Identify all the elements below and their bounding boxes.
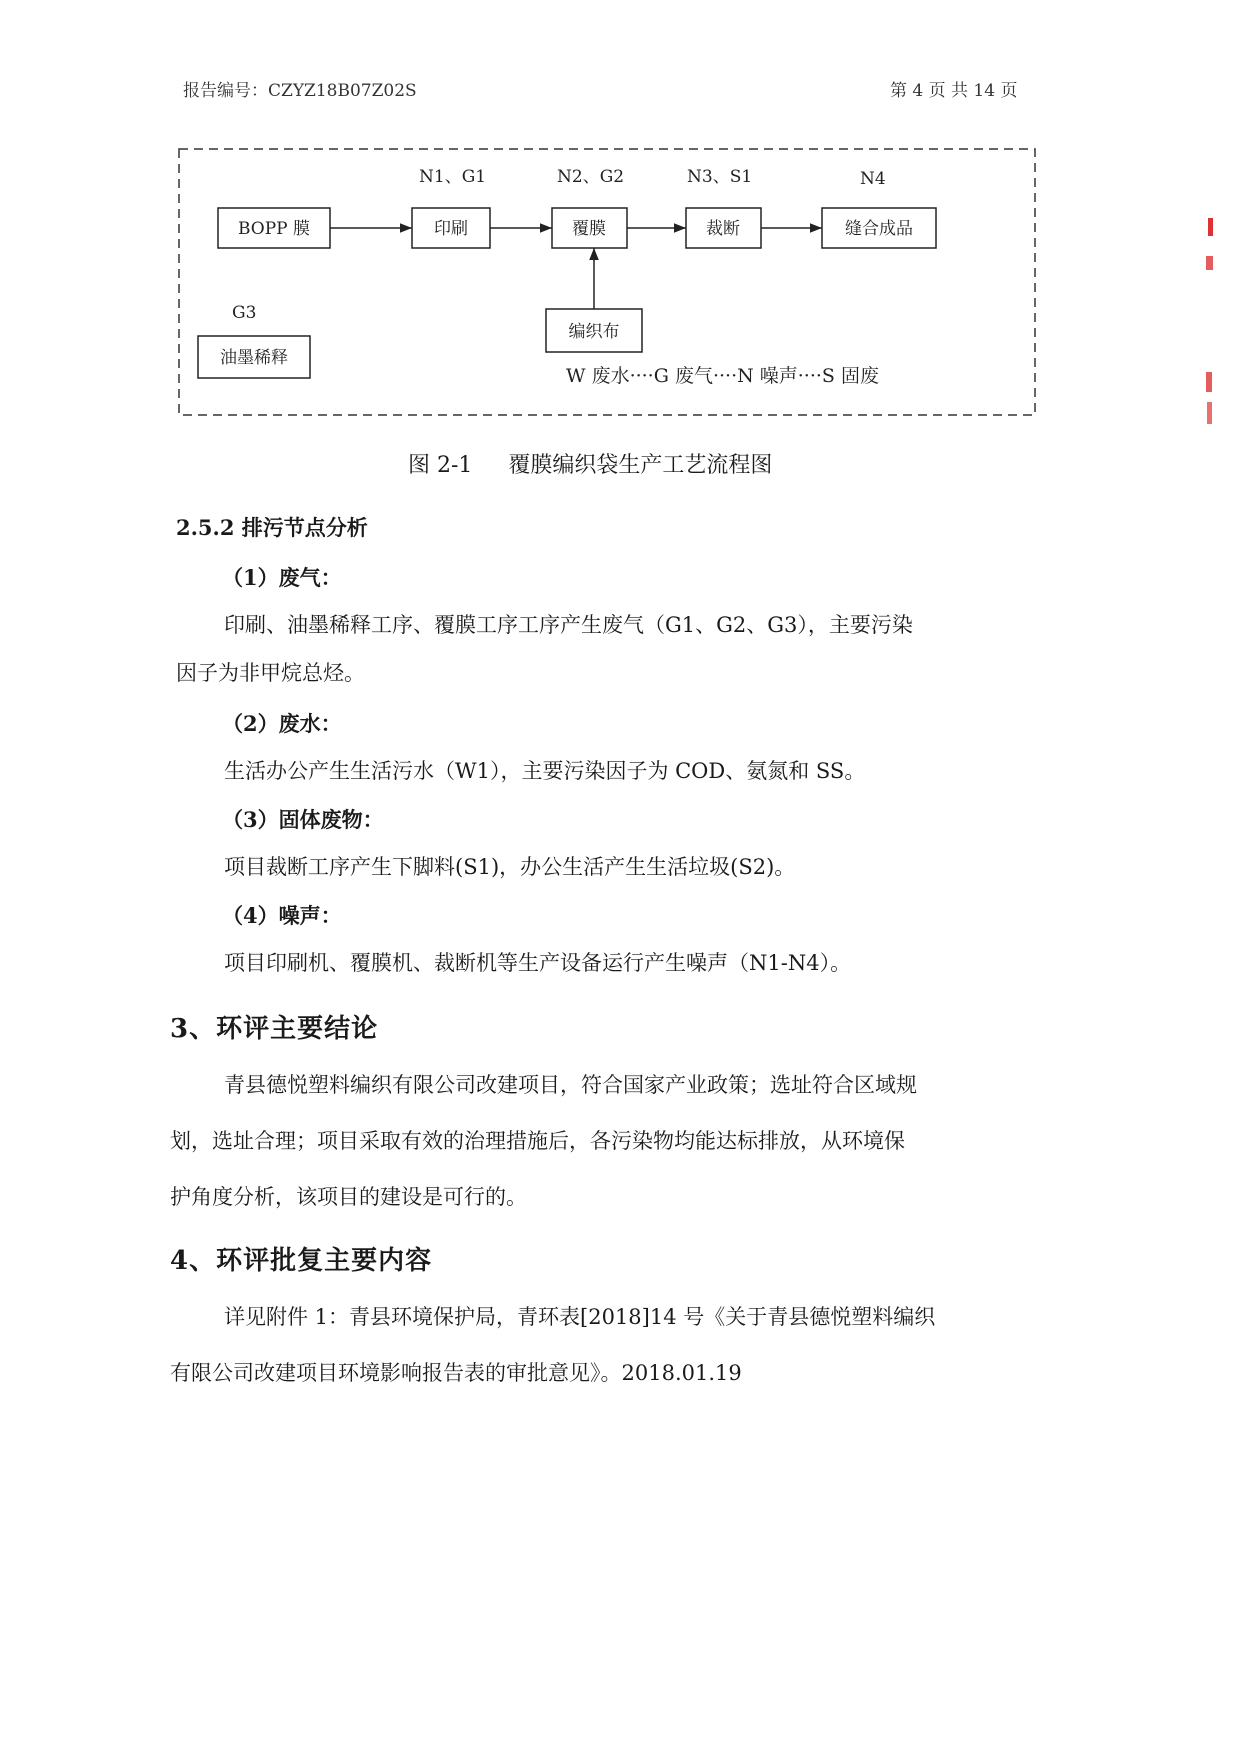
section-4-line-2: 有限公司改建项目环境影响报告表的审批意见》。2018.01.19: [170, 1361, 742, 1385]
item-waste-gas-label: （1）废气：: [222, 565, 342, 590]
figure-number: 图 2-1: [408, 453, 473, 478]
section-3-line-1: 青县德悦塑料编织有限公司改建项目，符合国家产业政策；选址符合区域规: [224, 1073, 917, 1097]
item-solid-waste-label: （3）固体废物：: [222, 807, 384, 832]
diagram-legend: W 废水····G 废气····N 噪声····S 固废: [566, 365, 879, 387]
box-sew: [822, 208, 936, 248]
item-waste-water-text: 生活办公产生生活污水（W1），主要污染因子为 COD、氨氮和 SS。: [224, 759, 866, 783]
box-woven: [546, 309, 642, 352]
box-ink-label: 油墨稀释: [220, 348, 288, 368]
figure-caption: [408, 448, 772, 479]
box-laminate-label: 覆膜: [572, 219, 606, 239]
item-noise-text: 项目印刷机、覆膜机、裁断机等生产设备运行产生噪声（N1-N4）。: [224, 951, 852, 975]
section-heading-2-5-2: 2.5.2 排污节点分析: [176, 515, 368, 540]
box-bopp-label: BOPP 膜: [237, 219, 311, 239]
section-heading-3: 3、环评主要结论: [170, 1014, 379, 1044]
item-noise-label: （4）噪声：: [222, 903, 342, 928]
report-number: 报告编号：CZYZ18B07Z02S: [183, 81, 417, 101]
box-laminate: [552, 208, 627, 248]
section-3-line-3: 护角度分析，该项目的建设是可行的。: [170, 1185, 527, 1209]
item-waste-water-label: （2）废水：: [222, 711, 342, 736]
stamp-edge-mark: [1206, 256, 1213, 270]
box-cut-label: 裁断: [706, 219, 740, 239]
item-waste-gas-text-cont: 因子为非甲烷总烃。: [176, 661, 365, 685]
label-sew: N4: [860, 169, 886, 189]
item-solid-waste-text: 项目裁断工序产生下脚料(S1)，办公生活产生生活垃圾(S2)。: [224, 855, 796, 879]
stamp-edge-mark: [1207, 402, 1212, 424]
box-bopp: [218, 208, 330, 248]
label-cut: N3、S1: [687, 167, 753, 187]
section-heading-4: 4、环评批复主要内容: [170, 1246, 433, 1276]
box-ink: [198, 336, 310, 378]
box-print: [412, 208, 490, 248]
box-sew-label: 缝合成品: [845, 219, 913, 239]
box-woven-label: 编织布: [568, 322, 620, 342]
item-waste-gas-text: 印刷、油墨稀释工序、覆膜工序工序产生废气（G1、G2、G3），主要污染: [224, 613, 913, 637]
page-indicator: 第 4 页 共 14 页: [890, 81, 1018, 101]
label-ink: G3: [232, 303, 257, 323]
process-flow-diagram: [176, 146, 1038, 418]
box-cut: [686, 208, 761, 248]
box-print-label: 印刷: [434, 219, 468, 239]
label-laminate: N2、G2: [557, 167, 625, 187]
label-print: N1、G1: [419, 167, 487, 187]
stamp-edge-mark: [1208, 218, 1213, 236]
stamp-edge-mark: [1206, 372, 1212, 392]
section-3-line-2: 划，选址合理；项目采取有效的治理措施后，各污染物均能达标排放，从环境保: [170, 1129, 905, 1153]
figure-title: 覆膜编织袋生产工艺流程图: [508, 453, 773, 478]
section-4-line-1: 详见附件 1：青县环境保护局，青环表[2018]14 号《关于青县德悦塑料编织: [224, 1305, 936, 1329]
